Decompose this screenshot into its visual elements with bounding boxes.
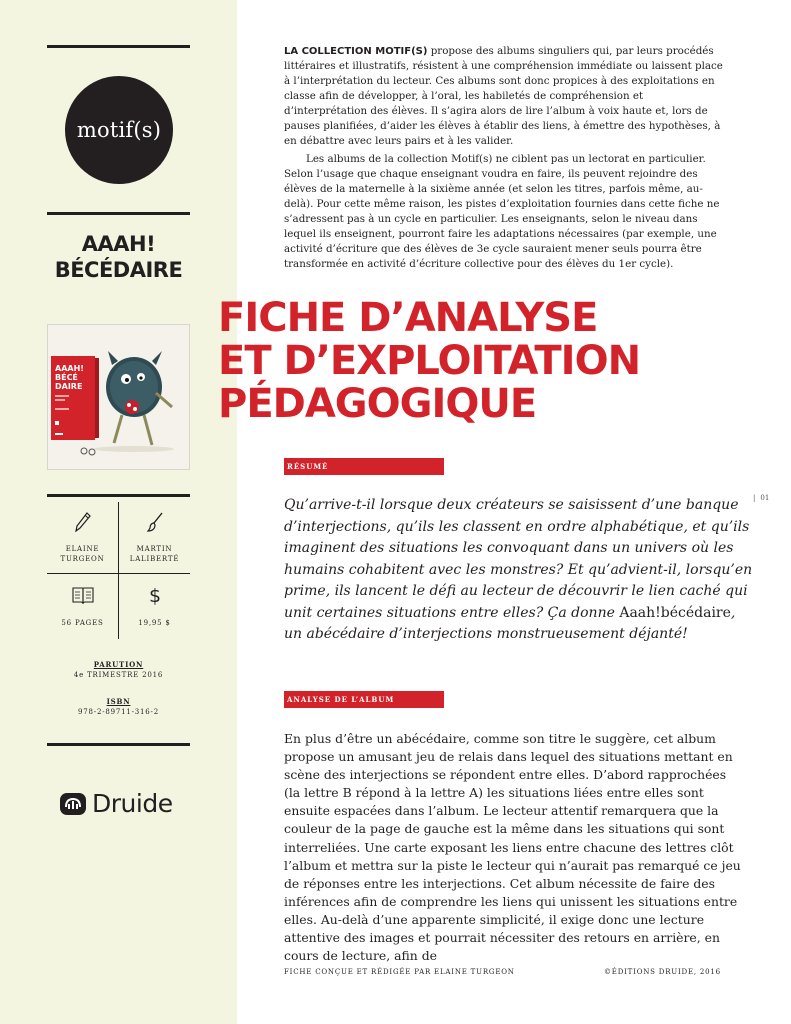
intro-text-2: Les albums de la collection Motif(s) ne ciblent pas un lectorat en particulier. Selon l’usage que chaque enseignant voudra en faire, ils peuvent rejoindre des élèves de la maternelle à la sixième année (et selon les titres, parfois même, au-delà). Pour cette même raison, les pistes d’exploitation fournies dans cette fiche ne s’adressent pas à un cycle en particulier. Les enseignants, selon le niveau dans lequel ils enseignent, pourront faire les adaptations nécessaires (par exemple, une activité d’écriture que des élèves de 3e cycle sauraient mener seuls pourra être transformée en activité d’écriture collective pour des élèves du 1er cycle). — [284, 153, 720, 270]
footer-credit: FICHE CONÇUE ET RÉDIGÉE PAR ELAINE TURGEON — [284, 968, 515, 976]
cover-title-line: BÉCÉ — [55, 373, 78, 382]
author-cell — [47, 512, 118, 564]
divider — [47, 45, 190, 48]
summary-part-a: Qu’arrive-t-il lorsque deux créateurs se saisissent d’une banque d’interjections, qu’ils les classent en ordre alphabétique, et qu’ils imaginent des situations les convoquant dans un univers où les humains cohabitent avec les monstres? Et qu’advient-il, lorsqu’en prime, ils lancent le défi au lecteur de découvrir le lien caché qui unit certaines situations entre elles? Ça donne — [284, 497, 753, 621]
intro-paragraph-2 — [284, 152, 726, 272]
grid-divider — [47, 573, 190, 574]
cover-title-line: AAAH! — [55, 364, 84, 373]
page-title — [218, 297, 640, 426]
druide-logo-icon — [60, 792, 86, 816]
sidebar — [0, 0, 237, 1024]
author-name: ELAINE TURGEON — [60, 545, 105, 563]
collection-lead: LA COLLECTION MOTIF(S) — [284, 46, 428, 57]
summary-part-b: , un abécédaire d’interjections monstrueusement déjanté! — [284, 604, 736, 642]
cover-title-line: DAIRE — [55, 382, 83, 391]
section-label-analyse: ANALYSE DE L’ALBUM — [284, 691, 444, 708]
dollar-icon — [147, 584, 163, 606]
book-info-grid — [47, 502, 190, 639]
title-line: PÉDAGOGIQUE — [218, 381, 537, 427]
collection-logo-text: motif(s) — [76, 118, 162, 142]
pen-icon — [75, 512, 91, 532]
page-number-value: 01 — [760, 494, 770, 502]
book-cover-image — [47, 324, 190, 470]
divider — [47, 743, 190, 746]
book-title-line: AAAH! — [81, 232, 156, 256]
paintbrush-icon — [147, 512, 163, 532]
parution-info — [47, 659, 190, 681]
parution-label: PARUTION — [93, 660, 144, 669]
pages-cell — [47, 586, 118, 628]
cover-illustration — [48, 325, 190, 470]
illustrator-name: MARTIN LALIBERTÉ — [129, 545, 180, 563]
summary-text — [284, 495, 754, 646]
svg-text:$: $ — [148, 585, 161, 606]
intro-text-1: propose des albums singuliers qui, par leurs procédés littéraires et illustratifs, résistent à une compréhension immédiate ou laissent place à l’interprétation du lecteur. Ces albums sont donc propices à des exploitations en classe afin de développer, à l’oral, les habiletés de compréhension et d’interprétation des élèves. Il s’agira alors de lire l’album à voix haute et, lors de pauses planifiées, d’aider les élèves à établir des liens, à émettre des hypothèses, à en débattre avec leurs pairs et à les valider. — [284, 45, 723, 147]
divider — [47, 494, 190, 497]
page-count: 56 PAGES — [61, 619, 104, 627]
publisher-logo — [60, 789, 173, 818]
divider — [47, 212, 190, 215]
intro-paragraph-1 — [284, 44, 726, 149]
footer-copyright: ©ÉDITIONS DRUIDE, 2016 — [604, 968, 721, 976]
section-label-resume: RÉSUMÉ — [284, 458, 444, 475]
isbn-label: ISBN — [106, 697, 131, 706]
analysis-text: En plus d’être un abécédaire, comme son titre le suggère, cet album propose un amusant jeu de relais dans lequel des situations mettant en scène des interjections se répondent entre elles. D’abord rapprochées (la lettre B répond à la lettre A) les situations liées entre elles sont ensuite espacées dans l’album. Le lecteur attentif remarquera que la couleur de la page de gauche est la même dans les situations qui sont interreliées. Une carte exposant les liens entre chacune des lettres clôt l’album et mettra sur la piste le lecteur qui n’aurait pas remarqué ce jeu de réponses entre les interjections. Cet album nécessite de faire des inférences afin de comprendre les liens qui unissent les situations entre elles. Au-delà d’une apparente simplicité, il exige donc une lecture attentive des images et pourrait nécessiter des retours en arrière, en cours de lecture, afin de — [284, 731, 741, 964]
price: 19,95 $ — [138, 619, 171, 627]
title-line: ET D’EXPLOITATION — [218, 338, 641, 384]
book-title-line: BÉCÉDAIRE — [54, 258, 183, 282]
title-line: FICHE D’ANALYSE — [218, 295, 598, 341]
open-book-icon — [72, 586, 94, 604]
price-cell — [119, 584, 190, 628]
book-title — [47, 231, 190, 283]
isbn-value: 978-2-89711-316-2 — [78, 708, 159, 716]
summary-book-title: Aaah!bécédaire — [619, 604, 731, 621]
publisher-logo-text: Druide — [92, 789, 173, 818]
collection-logo — [65, 76, 173, 184]
isbn-info — [47, 696, 190, 718]
page-number: | 01 — [753, 494, 770, 502]
illustrator-cell — [119, 512, 190, 564]
parution-value: 4e TRIMESTRE 2016 — [73, 671, 164, 679]
